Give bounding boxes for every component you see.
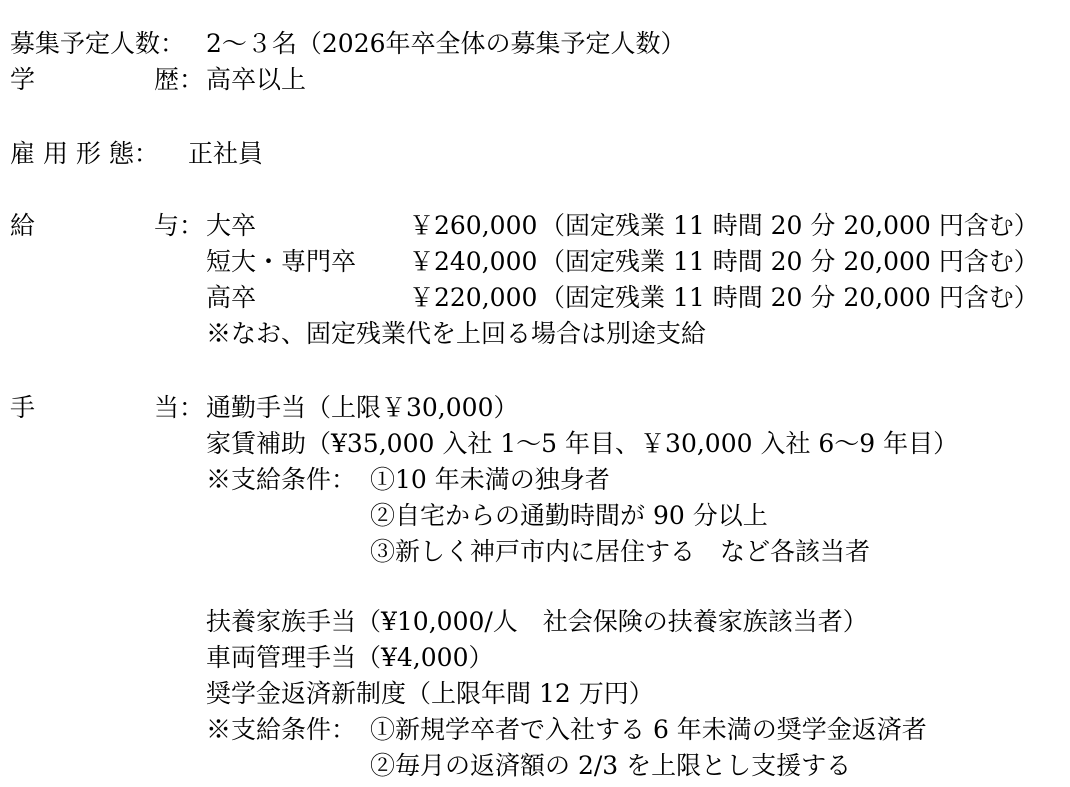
recruit-value: 2～３名（2026年卒全体の募集予定人数） — [206, 29, 686, 58]
education-label-char-2: 歴： — [154, 65, 205, 94]
scholarship-condition-label: ※支給条件： — [206, 715, 357, 744]
allowance-label-char-1: 手 — [10, 393, 36, 422]
scholarship-condition: ②毎月の返済額の 2/3 を上限とし支援する — [370, 751, 852, 780]
education-label-char-1: 学 — [10, 65, 36, 94]
housing-condition: ①10 年未満の独身者 — [370, 465, 610, 494]
housing-allowance: 家賃補助（¥35,000 入社 1～5 年目、￥30,000 入社 6～9 年目） — [206, 429, 959, 458]
salary-amount: ￥220,000 — [409, 283, 538, 312]
allowance-label-char-2: 当： — [154, 393, 205, 422]
vehicle-allowance: 車両管理手当（¥4,000） — [206, 643, 494, 672]
salary-label-char-2: 与： — [154, 211, 205, 240]
recruit-label: 募集予定人数： — [10, 29, 186, 58]
salary-note: （固定残業 11 時間 20 分 20,000 円含む） — [540, 247, 1039, 276]
employment-label: 雇 用 形 態： — [10, 139, 159, 168]
scholarship-condition: ①新規学卒者で入社する 6 年未満の奨学金返済者 — [370, 715, 927, 744]
salary-footnote: ※なお、固定残業代を上回る場合は別途支給 — [206, 319, 707, 348]
housing-condition-label: ※支給条件： — [206, 465, 357, 494]
employment-value: 正社員 — [188, 139, 264, 168]
salary-category: 短大・専門卒 — [206, 247, 357, 276]
salary-label-char-1: 給 — [10, 211, 36, 240]
salary-category: 大卒 — [206, 211, 257, 240]
salary-category: 高卒 — [206, 283, 257, 312]
family-allowance: 扶養家族手当（¥10,000/人 社会保険の扶養家族該当者） — [206, 607, 868, 636]
scholarship-allowance: 奨学金返済新制度（上限年間 12 万円） — [206, 679, 654, 708]
education-value: 高卒以上 — [206, 65, 307, 94]
salary-amount: ￥260,000 — [409, 211, 538, 240]
commute-allowance: 通勤手当（上限￥30,000） — [206, 393, 519, 422]
housing-condition: ②自宅からの通勤時間が 90 分以上 — [370, 501, 768, 530]
salary-amount: ￥240,000 — [409, 247, 538, 276]
salary-note: （固定残業 11 時間 20 分 20,000 円含む） — [540, 283, 1039, 312]
housing-condition: ③新しく神戸市内に居住する など各該当者 — [370, 537, 871, 566]
salary-note: （固定残業 11 時間 20 分 20,000 円含む） — [540, 211, 1039, 240]
